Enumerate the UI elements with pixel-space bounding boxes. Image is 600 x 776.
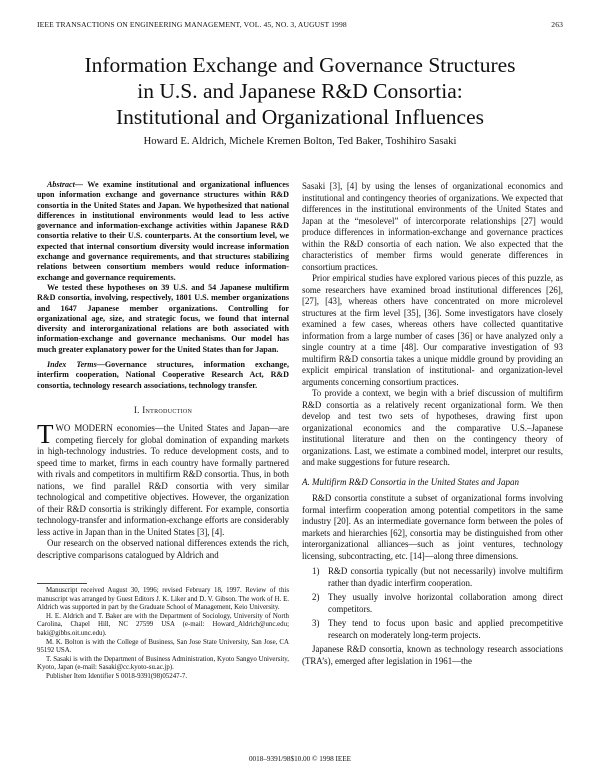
list-item xyxy=(302,566,563,589)
abstract-text: We examine institutional and organizational influences upon information exchange and governance structures within R&D consortia in the United States and Japan. We hypothesized that national differences in institutional environments would lead to less active governance and information-exchange activities within Japanese R&D consortia relative to their U.S. counterparts. At the consortium level, we expected that internal consortium diversity would increase information exchange and governance requirements, and that structures stabilizing relations between consortium members would reduce information-exchange and governance requirements. xyxy=(37,180,289,282)
abstract-paragraph: We tested these hypotheses on 39 U.S. and 54 Japanese multifirm R&D consortia, involving, respectively, 1801 U.S. member organizations and 1647 Japanese member organizations. Controlling for organizational age, size, and strategic focus, we found that internal diversity and interorganizational relations are both associated with information-exchange and governance mechanisms. Our model has much greater explanatory power for the United States than for Japan. xyxy=(37,282,289,354)
paper-title xyxy=(30,52,570,130)
list-text: R&D consortia typically (but not necessarily) involve multifirm rather than dyadic interfirm cooperation. xyxy=(328,566,563,588)
index-terms-label: Index Terms— xyxy=(47,360,105,370)
intro-paragraph xyxy=(37,419,289,538)
numbered-list xyxy=(302,566,563,641)
footnote: H. E. Aldrich and T. Baker are with the Department of Sociology, University of North Carolina, Chapel Hill, NC 27599 USA (e-mail: Howard_Aldrich@unc.edu; baki@gibbs.oit.unc.edu). xyxy=(37,612,289,637)
drop-cap: T xyxy=(37,419,54,450)
footnote: M. K. Bolton is with the College of Business, San Jose State University, San Jose, CA 95192 USA. xyxy=(37,638,289,655)
list-item xyxy=(302,618,563,641)
list-number: 1) xyxy=(312,566,320,576)
index-terms xyxy=(37,360,289,391)
footnote: T. Sasaki is with the Department of Business Administration, Kyoto Sangyo University, Kyoto, Japan (e-mail: Sasaki@cc.kyoto-su.ac.jp). xyxy=(37,655,289,672)
author-list: Howard E. Aldrich, Michele Kremen Bolton, Ted Baker, Toshihiro Sasaki xyxy=(143,136,457,147)
body-paragraph: Sasaki [3], [4] by using the lenses of organizational economics and institutional and contingency theories of organizations. We expected that differences in the institutional environments of the United States and Japan at the “mesolevel” of intercorporate relationships [27] would produce differences in information-exchange and governance practices within the R&D consortia of each nation. We also expected that the characteristics of member firms would generate differences in consortium practices. xyxy=(302,181,563,272)
list-number: 3) xyxy=(312,618,320,628)
right-column xyxy=(302,181,563,667)
body-paragraph: To provide a context, we begin with a brief discussion of multifirm R&D consortia as a relatively recent organizational form. We then develop and test two sets of hypotheses, drawing first upon organizational economics and the comparative U.S.–Japanese institutional literature and then on the contingency theory of organizations. Last, we estimate a combined model, interpret our results, and make suggestions for future research. xyxy=(302,388,563,467)
subsection-heading: A. Multifirm R&D Consortia in the United States and Japan xyxy=(302,476,519,487)
title-line: Information Exchange and Governance Structures xyxy=(84,53,516,77)
intro-text: economies—the United States and Japan—are competing fiercely for global domination of expanding markets in high-technology industries. To reduce development costs, and to speed time to market, firms in each country have formally partnered with rivals and competitors in multifirm R&D consortia. Thus, in both nations, we find parallel R&D consortia with very similar technological and competitive objectives. However, the organization of their R&D consortia is strikingly different. For example, consortia technology-transfer and information-exchange efforts are considerably less active in Japan than in the United States [3], [4]. xyxy=(37,423,289,537)
footnote: Manuscript received August 30, 1996; revised February 18, 1997. Review of this manuscript was arranged by Guest Editors J. K. Liker and D. V. Gibson. The work of H. E. Aldrich was supported in part by the Graduate School of Management, Keio University. xyxy=(37,587,289,612)
intro-paragraph: Our research on the observed national differences extends the rich, descriptive comparisons catalogued by Aldrich and xyxy=(37,538,289,560)
abstract-paragraph xyxy=(37,180,289,283)
left-column xyxy=(37,180,289,561)
list-text: They usually involve horizontal collaboration among direct competitors. xyxy=(328,592,563,614)
footnote: Publisher Item Identifier S 0018-9391(98)05247-7. xyxy=(46,672,188,680)
footnotes xyxy=(37,583,289,682)
copyright-footer: 0018–9391/98$10.00 © 1998 IEEE xyxy=(248,755,352,763)
list-text: They tend to focus upon basic and applied precompetitive research on moderately long-term projects. xyxy=(328,618,563,640)
journal-citation: IEEE TRANSACTIONS ON ENGINEERING MANAGEMENT, VOL. 45, NO. 3, AUGUST 1998 xyxy=(37,20,347,29)
section-heading: I. Introduction xyxy=(133,404,193,415)
abstract-label: Abstract— xyxy=(47,180,83,189)
title-line: Institutional and Organizational Influences xyxy=(116,105,484,129)
body-paragraph: R&D consortia constitute a subset of organizational forms involving formal interfirm cooperation among potential competitors in the same industry [20]. As an intermediate governance form between the poles of markets and hierarchies [62], consortia may be distinguished from other interorganizational alliances—such as joint ventures, technology licensing, subcontracting, etc. [14]—along three dimensions. xyxy=(302,493,563,561)
running-head xyxy=(37,20,563,29)
body-paragraph: Japanese R&D consortia, known as technology research associations (TRA’s), emerged after legislation in 1961—the xyxy=(302,644,563,666)
index-terms-text: Governance structures, information exchange, interfirm cooperation, National Cooperative Research Act, R&D consortia, technology research associations, technology transfer. xyxy=(37,360,289,390)
abstract xyxy=(37,180,289,355)
body-paragraph: Prior empirical studies have explored various pieces of this puzzle, as some researchers have examined broad institutional differences [26], [27], [43], whereas others have concentrated on more microlevel structures at the firm level [35], [36]. Some investigators have closely examined a few cases, whereas others have collected quantitative information from a large number of cases [36] or have analyzed only a single country at a time [48]. Our comparative investigation of 93 multifirm R&D consortia takes a unique middle ground by providing an explicit empirical translation of institutional- and organization-level arguments concerning consortium practices. xyxy=(302,273,563,387)
lead-words: WO MODERN xyxy=(55,423,113,434)
footnote-rule xyxy=(37,583,87,584)
list-number: 2) xyxy=(312,592,320,602)
title-line: in U.S. and Japanese R&D Consortia: xyxy=(137,79,463,103)
page-number: 263 xyxy=(551,20,563,29)
list-item xyxy=(302,592,563,615)
